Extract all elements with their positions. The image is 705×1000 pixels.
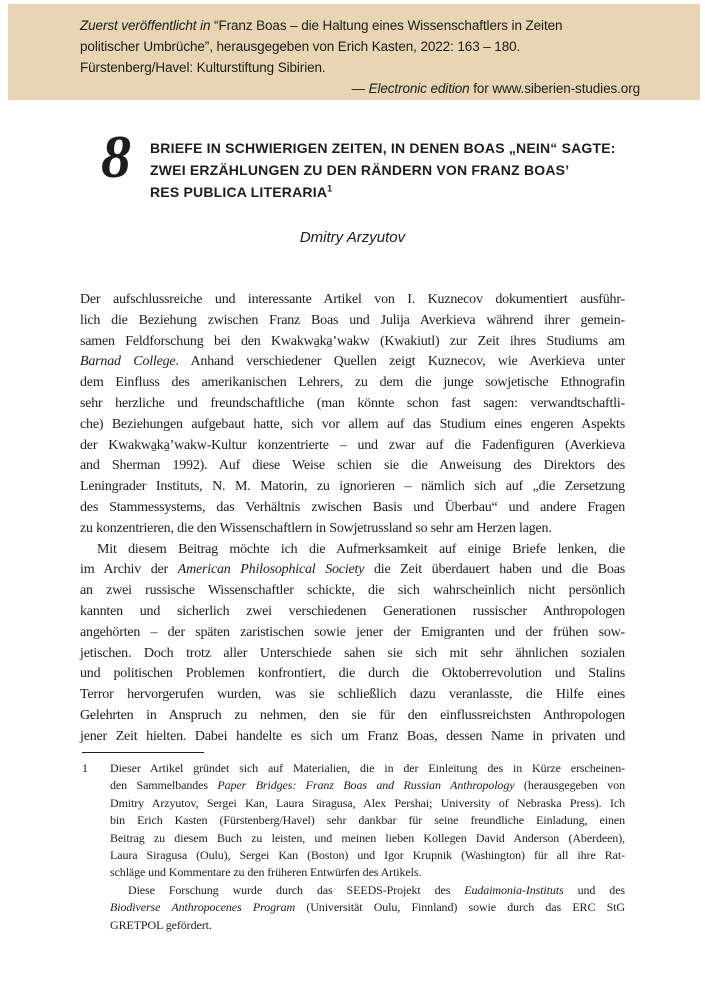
text-line: jener Zeit hielten. Dabei handelte es sich um Franz Boas, dessen Name in privaten und	[80, 728, 625, 744]
text-line: lich die Beziehung zwischen Franz Boas und Julija Averkieva während ihrer gemein-	[80, 312, 625, 328]
text-line: Terror hervorgerufen wurden, was sie schließlich dazu veranlasste, die Hilfe eines	[80, 687, 625, 703]
chapter-title-text: RES PUBLICA LITERARIA	[150, 184, 328, 200]
text-line: GRETPOL gefördert.	[110, 917, 212, 932]
text-line: und politischen Problemen konfrontiert, die durch die Oktoberrevolution und Stalins	[80, 666, 625, 682]
footnote-separator	[82, 752, 204, 753]
chapter-title-line: BRIEFE IN SCHWIERIGEN ZEITEN, IN DENEN BOAS „NEIN“ SAGTE:	[150, 140, 616, 156]
chapter-title-line: ZWEI ERZÄHLUNGEN ZU DEN RÄNDERN VON FRANZ BOAS’	[150, 162, 570, 178]
text-line: Diese Forschung wurde durch das SEEDS-Projekt des Eudaimonia-Instituts und des	[128, 882, 625, 897]
text-line: Der aufschlussreiche und interessante Artikel von I. Kuznecov dokumentiert ausführ-	[80, 292, 625, 307]
text-line: kannten und sicherlich zwei verschiedenen Generationen russischer Anthropologen	[80, 603, 625, 619]
text-line: bin Erich Kasten (Fürstenberg/Havel) sehr dankbar für seine freundliche Einladung, einen	[110, 813, 625, 828]
author-name: Dmitry Arzyutov	[299, 229, 406, 246]
text-line: Laura Siragusa (Oulu), Sergei Kan (Boston) und Igor Krupnik (Washington) für all ihre Rat-	[110, 848, 625, 863]
text-line: samen Feldforschung bei den Kwakwa̱ka̱’wakw (Kwakiutl) zur Zeit ihres Studiums am	[80, 333, 625, 349]
publication-note-box	[8, 4, 700, 100]
chapter-title-line	[150, 181, 650, 203]
body-text	[80, 290, 625, 748]
text-line: sehr herzliche und freundschaftliche (man könnte schon fast sagen: verwandtschaftli-	[80, 395, 625, 411]
text-line: che) Beziehungen aufgebaut hatte, sich vor allem auf das Studium eines engeren Aspekts	[80, 416, 625, 432]
text-line: der Kwakwa̱ka̱’wakw-Kultur konzentrierte – und zwar auf die Fadenfiguren (Averkieva	[80, 437, 625, 453]
text-line: schläge und Kommentare zu den früheren Entwürfen des Artikels.	[110, 865, 422, 880]
text-line: Dmitry Arzyutov, Sergei Kan, Laura Siragusa, Alex Pershai; University of Nebraska Press). Ich	[110, 795, 625, 810]
text-line: den Sammelbandes Paper Bridges: Franz Boas and Russian Anthropology (herausgegeben von	[110, 778, 625, 793]
text-line: im Archiv der American Philosophical Society die Zeit überdauert haben und die Boas	[80, 562, 625, 578]
text-line: des Stammessystems, das Verhältnis zwischen Basis und Überbau“ und andere Fragen	[80, 499, 625, 515]
text-line: Barnad College. Anhand verschiedener Quellen zeigt Kuznecov, wie Averkieva unter	[80, 354, 625, 370]
text-line: Dieser Artikel gründet sich auf Materialien, die in der Einleitung des in Kürze erscheinen-	[110, 761, 625, 775]
text-line: jetischen. Doch trotz aller Unterschiede sahen sie sich mit sehr ähnlichen sozialen	[80, 645, 625, 661]
publication-note-line: politischer Umbrüche”, herausgegeben von Erich Kasten, 2022: 163 – 180.	[80, 39, 521, 54]
text-line: Beitrag zu diesem Buch zu leisten, und meinen lieben Kollegen David Anderson (Aberdeen),	[110, 830, 625, 845]
footnote	[82, 760, 625, 934]
publication-note-line: Zuerst veröffentlicht in “Franz Boas – die Haltung eines Wissenschaftlers in Zeiten	[80, 18, 563, 33]
publication-note-line: — Electronic edition for www.siberien-studies.org	[351, 81, 640, 96]
text-line: and Sherman 1992). Auf diese Weise schien sie die Anweisung des Direktors des	[80, 458, 625, 474]
chapter-title	[150, 137, 650, 203]
footnote-reference: 1	[327, 183, 333, 194]
text-line: an zwei russische Wissenschaftler schickte, die sich wahrscheinlich nicht persönlich	[80, 583, 625, 599]
footnote-number: 1	[82, 761, 88, 775]
text-line: Mit diesem Beitrag möchte ich die Aufmerksamkeit auf einige Briefe lenken, die	[97, 541, 625, 557]
text-line: Gelehrten in Anspruch zu nehmen, den sie für den einflussreichsten Anthropologen	[80, 707, 625, 723]
text-line: Leningrader Instituts, N. M. Matorin, zu ignorieren – nämlich sich auf „die Zersetzung	[80, 479, 625, 495]
text-line: Biodiverse Anthropocenes Program (Universität Oulu, Finnland) sowie durch das ERC StG	[110, 900, 625, 915]
text-line: angehörten – der späten zaristischen sowie jener der Emigranten und der frühen sow-	[80, 624, 625, 640]
footnote-text	[110, 760, 625, 934]
text-line: zu konzentrieren, die den Wissenschaftlern in Sowjetrussland so sehr am Herzen lagen.	[80, 520, 552, 536]
text-line: dem Einfluss des amerikanischen Lehrers, zu dem die junge sowjetische Ethnografin	[80, 375, 625, 391]
chapter-number: 8	[101, 124, 131, 190]
publication-note-line: Fürstenberg/Havel: Kulturstiftung Sibirien.	[80, 60, 326, 75]
